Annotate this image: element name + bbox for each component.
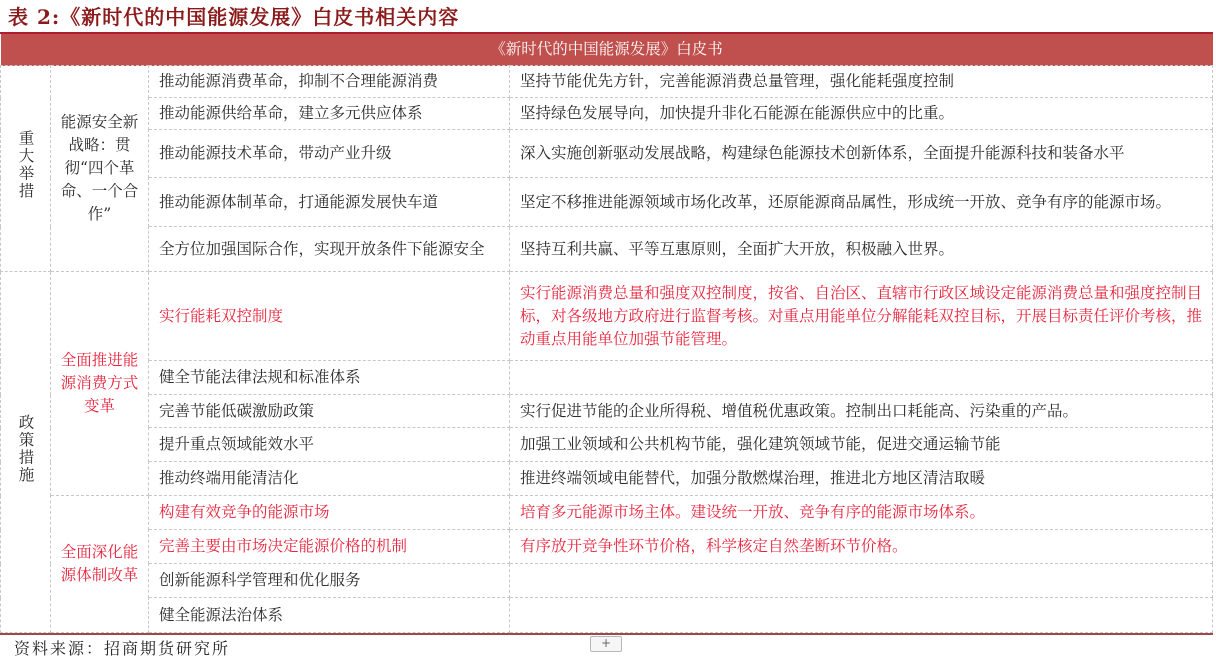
category-label: 重大举措 [16, 130, 35, 200]
table-row [1, 462, 1213, 496]
item-cell: 推动能源消费革命，抑制不合理能源消费 [149, 66, 510, 98]
item-cell: 完善节能低碳激励政策 [149, 395, 510, 428]
detail-cell: 坚持绿色发展导向，加快提升非化石能源在能源供应中的比重。 [510, 98, 1213, 130]
table-row [1, 361, 1213, 395]
table-row [1, 564, 1213, 598]
detail-cell: 加强工业领域和公共机构节能，强化建筑领域节能，促进交通运输节能 [510, 428, 1213, 462]
item-cell: 健全节能法律法规和标准体系 [149, 361, 510, 395]
detail-cell [510, 564, 1213, 598]
add-row-button[interactable]: + [590, 636, 622, 652]
detail-cell: 深入实施创新驱动发展战略，构建绿色能源技术创新体系，全面提升能源科技和装备水平 [510, 130, 1213, 178]
table-row [1, 66, 1213, 98]
detail-cell [510, 598, 1213, 633]
table-row [1, 227, 1213, 272]
detail-cell: 坚定不移推进能源领域市场化改革，还原能源商品属性，形成统一开放、竞争有序的能源市场。 [510, 178, 1213, 227]
detail-cell: 坚持互利共赢、平等互惠原则，全面扩大开放，积极融入世界。 [510, 227, 1213, 272]
detail-cell: 推进终端领域电能替代，加强分散燃煤治理，推进北方地区清洁取暖 [510, 462, 1213, 496]
detail-cell: 培育多元能源市场主体。建设统一开放、竞争有序的能源市场体系。 [510, 496, 1213, 530]
item-cell: 健全能源法治体系 [149, 598, 510, 633]
item-cell: 构建有效竞争的能源市场 [149, 496, 510, 530]
table-row [1, 598, 1213, 633]
detail-cell: 坚持节能优先方针，完善能源消费总量管理，强化能耗强度控制 [510, 66, 1213, 98]
category-cell [1, 272, 51, 633]
item-cell: 推动能源供给革命，建立多元供应体系 [149, 98, 510, 130]
category-cell [1, 66, 51, 272]
item-cell: 推动能源体制革命，打通能源发展快车道 [149, 178, 510, 227]
item-cell: 提升重点领域能效水平 [149, 428, 510, 462]
table-row [1, 130, 1213, 178]
group-cell: 能源安全新战略：贯彻“四个革命、一个合作” [51, 66, 149, 272]
group-cell: 全面推进能源消费方式变革 [51, 272, 149, 496]
table-title: 表 2:《新时代的中国能源发展》白皮书相关内容 [8, 5, 460, 29]
detail-cell: 实行促进节能的企业所得税、增值税优惠政策。控制出口耗能高、污染重的产品。 [510, 395, 1213, 428]
table-row [1, 272, 1213, 361]
table-row [1, 428, 1213, 462]
table-row [1, 98, 1213, 130]
table-header: 《新时代的中国能源发展》白皮书 [1, 34, 1213, 66]
item-cell: 创新能源科学管理和优化服务 [149, 564, 510, 598]
bottom-rule [0, 633, 1213, 635]
group-cell: 全面深化能源体制改革 [51, 496, 149, 633]
category-label: 政策措施 [16, 413, 35, 484]
item-cell: 完善主要由市场决定能源价格的机制 [149, 530, 510, 564]
item-cell: 推动终端用能清洁化 [149, 462, 510, 496]
table-row [1, 496, 1213, 530]
source-note: 资料来源：招商期货研究所 [14, 639, 231, 658]
table-row [1, 178, 1213, 227]
item-cell: 推动能源技术革命，带动产业升级 [149, 130, 510, 178]
detail-cell [510, 361, 1213, 395]
item-cell: 全方位加强国际合作，实现开放条件下能源安全 [149, 227, 510, 272]
table-row [1, 530, 1213, 564]
detail-cell: 实行能源消费总量和强度双控制度，按省、自治区、直辖市行政区域设定能源消费总量和强度控制目标，对各级地方政府进行监督考核。对重点用能单位分解能耗双控目标，开展目标责任评价考核，推动重点用能单位加强节能管理。 [510, 272, 1213, 361]
item-cell: 实行能耗双控制度 [149, 272, 510, 361]
table-row [1, 395, 1213, 428]
whitepaper-table [0, 32, 1213, 635]
detail-cell: 有序放开竞争性环节价格，科学核定自然垄断环节价格。 [510, 530, 1213, 564]
